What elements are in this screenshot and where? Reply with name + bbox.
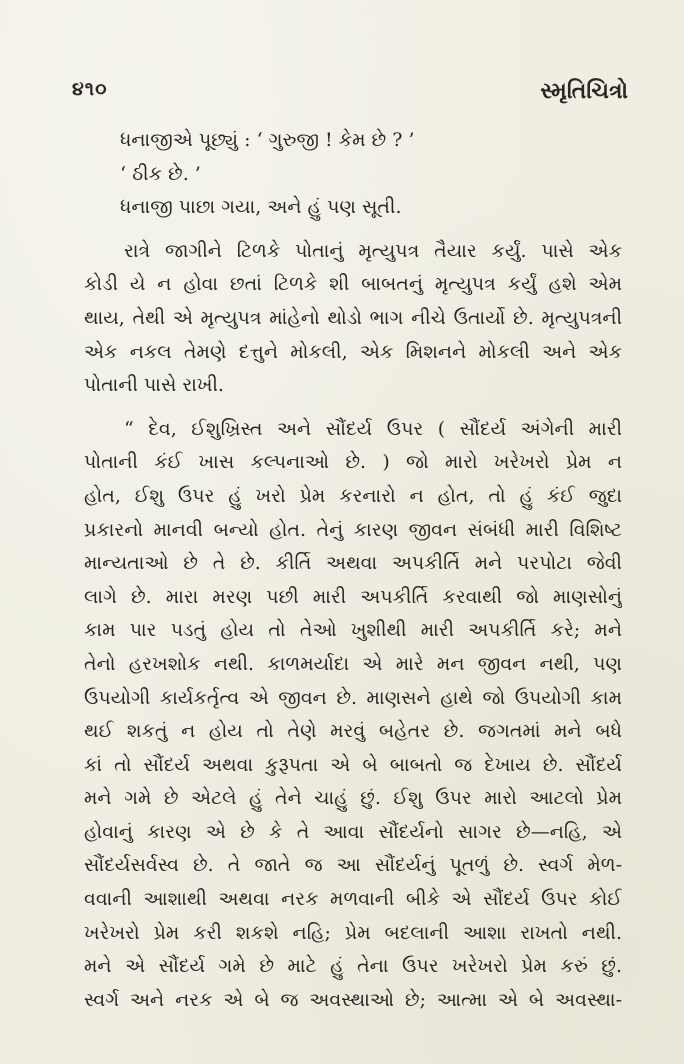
text-line: ખરેખરો પ્રેમ કરી શકશે નહિ; પ્રેમ બદલાની આશા રાખતો નથી. bbox=[84, 921, 622, 944]
text-line: થઈ શકતું ન હોય તો તેણે મરવું બહેતર છે. જગતમાં મને બધે bbox=[84, 720, 622, 743]
text-line: તેનો હરખશોક નથી. કાળમર્યાદા એ મારે મન જીવન નથી, પણ bbox=[84, 652, 622, 675]
text-line: સૌંદર્યસર્વસ્વ છે. તે જાતે જ આ સૌંદર્યનું પૂતળું છે. સ્વર્ગ મેળ- bbox=[84, 854, 622, 877]
text-line: “ દેવ, ઈશુખ્રિસ્ત અને સૌંદર્ય ઉપર ( સૌંદર્ય અંગેની મારી bbox=[124, 417, 622, 440]
text-line: લાગે છે. મારા મરણ પછી મારી અપકીર્તિ કરવાથી જો માણસોનું bbox=[84, 585, 622, 608]
dialogue-line: ‘ ઠીક છે. ’ bbox=[120, 162, 201, 185]
paragraph-2 bbox=[84, 413, 622, 1018]
text-line: હોવાનું કારણ એ છે કે તે આવા સૌંદર્યનો સાગર છે—નહિ, એ bbox=[84, 820, 622, 843]
text-line: એક નકલ તેમણે દત્તુને મોકલી, એક મિશનને મોકલી અને એક bbox=[84, 340, 622, 363]
page-body bbox=[84, 124, 622, 1017]
text-line: રાત્રે જાગીને ટિળકે પોતાનું મૃત્યુપત્ર તૈયાર કર્યું. પાસે એક bbox=[124, 239, 622, 262]
text-line: કામ પાર પડતું હોય તો તેઓ ખુશીથી મારી અપકીર્તિ કરે; મને bbox=[84, 619, 622, 642]
page-header bbox=[72, 78, 628, 108]
text-line: હોત, ઈશુ ઉપર હું ખરો પ્રેમ કરનારો ન હોત, તો હું કંઈ જુદા bbox=[84, 484, 622, 507]
text-line: મને એ સૌંદર્ય ગમે છે માટે હું તેના ઉપર ખરેખરો પ્રેમ કરું છું. bbox=[84, 955, 622, 978]
text-line: વવાની આશાથી અથવા નરક મળવાની બીકે એ સૌંદર્ય ઉપર કોઈ bbox=[84, 888, 622, 911]
text-line: સ્વર્ગ અને નરક એ બે જ અવસ્થાઓ છે; આત્મા એ બે અવસ્થા- bbox=[84, 988, 622, 1011]
paragraph-1 bbox=[84, 235, 622, 403]
page-number: ૪૧૦ bbox=[72, 78, 108, 100]
text-line: પોતાની કંઈ ખાસ કલ્પનાઓ છે. ) જો મારો ખરેખરો પ્રેમ ન bbox=[84, 451, 622, 474]
text-line: કોડી યે ન હોવા છતાં ટિળકે શી બાબતનું મૃત્યુપત્ર કર્યું હશે એમ bbox=[84, 273, 622, 296]
text-line: થાય, તેથી એ મૃત્યુપત્ર માંહેનો થોડો ભાગ નીચે ઉતાર્યો છે. મૃત્યુપત્રની bbox=[84, 306, 622, 329]
text-line: પ્રકારનો માનવી બન્યો હોત. તેનું કારણ જીવન સંબંધી મારી વિશિષ્ટ bbox=[84, 518, 622, 541]
dialogue-line: ધનાજીએ પૂછ્યું : ‘ ગુરુજી ! કેમ છે ? ’ bbox=[120, 129, 415, 151]
text-line: ઉપયોગી કાર્યકર્તૃત્વ એ જીવન છે. માણસને હાથે જો ઉપયોગી કામ bbox=[84, 686, 622, 709]
text-line: માન્યતાઓ છે તે છે. કીર્તિ અથવા અપકીર્તિ મને પરપોટા જેવી bbox=[84, 552, 622, 575]
dialogue-line: ધનાજી પાછા ગયા, અને હું પણ સૂતી. bbox=[120, 196, 402, 219]
running-title: સ્મૃતિચિત્રો bbox=[540, 78, 628, 104]
text-line: પોતાની પાસે રાખી. bbox=[84, 374, 224, 397]
text-line: કાં તો સૌંદર્ય અથવા કુરૂપતા એ બે બાબતો જ દેખાય છે. સૌંદર્ય bbox=[84, 753, 622, 776]
text-line: મને ગમે છે એટલે હું તેને ચાહું છું. ઈશુ ઉપર મારો આટલો પ્રેમ bbox=[84, 787, 622, 810]
